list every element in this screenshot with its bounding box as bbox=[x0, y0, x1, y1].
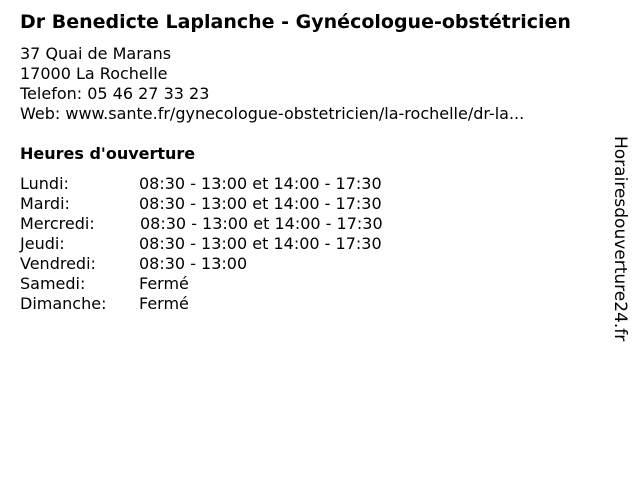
page-title: Dr Benedicte Laplanche - Gynécologue-obstétricien bbox=[20, 11, 571, 33]
day-label: Lundi: bbox=[20, 174, 69, 193]
site-brand-watermark bbox=[600, 136, 640, 346]
address-city: 17000 La Rochelle bbox=[20, 64, 168, 83]
day-label: Dimanche: bbox=[20, 294, 107, 313]
day-label: Mardi: bbox=[20, 194, 70, 213]
hours-row-tuesday bbox=[20, 194, 440, 214]
hours-value: Fermé bbox=[139, 294, 189, 313]
hours-row-monday bbox=[20, 174, 440, 194]
hours-value: 08:30 - 13:00 et 14:00 - 17:30 bbox=[139, 234, 382, 253]
day-label: Vendredi: bbox=[20, 254, 96, 273]
website-url: Web: www.sante.fr/gynecologue-obstetricien/la-rochelle/dr-la... bbox=[20, 104, 525, 123]
hours-row-friday bbox=[20, 254, 440, 274]
hours-value: Fermé bbox=[139, 274, 189, 293]
hours-value: 08:30 - 13:00 bbox=[139, 254, 248, 273]
hours-row-sunday bbox=[20, 294, 440, 314]
day-label: Mercredi: bbox=[20, 214, 95, 233]
phone-number: Telefon: 05 46 27 33 23 bbox=[20, 84, 210, 103]
day-label: Jeudi: bbox=[20, 234, 65, 253]
opening-hours-list bbox=[20, 174, 440, 314]
site-brand-text: Horairesdouverture24.fr bbox=[610, 136, 630, 342]
address-street: 37 Quai de Marans bbox=[20, 44, 172, 63]
hours-row-saturday bbox=[20, 274, 440, 294]
hours-row-thursday bbox=[20, 234, 440, 254]
opening-hours-heading: Heures d'ouverture bbox=[20, 144, 196, 163]
hours-value: 08:30 - 13:00 et 14:00 - 17:30 bbox=[139, 174, 382, 193]
hours-value: 08:30 - 13:00 et 14:00 - 17:30 bbox=[140, 214, 383, 233]
hours-row-wednesday bbox=[20, 214, 440, 234]
hours-value: 08:30 - 13:00 et 14:00 - 17:30 bbox=[139, 194, 382, 213]
day-label: Samedi: bbox=[20, 274, 86, 293]
